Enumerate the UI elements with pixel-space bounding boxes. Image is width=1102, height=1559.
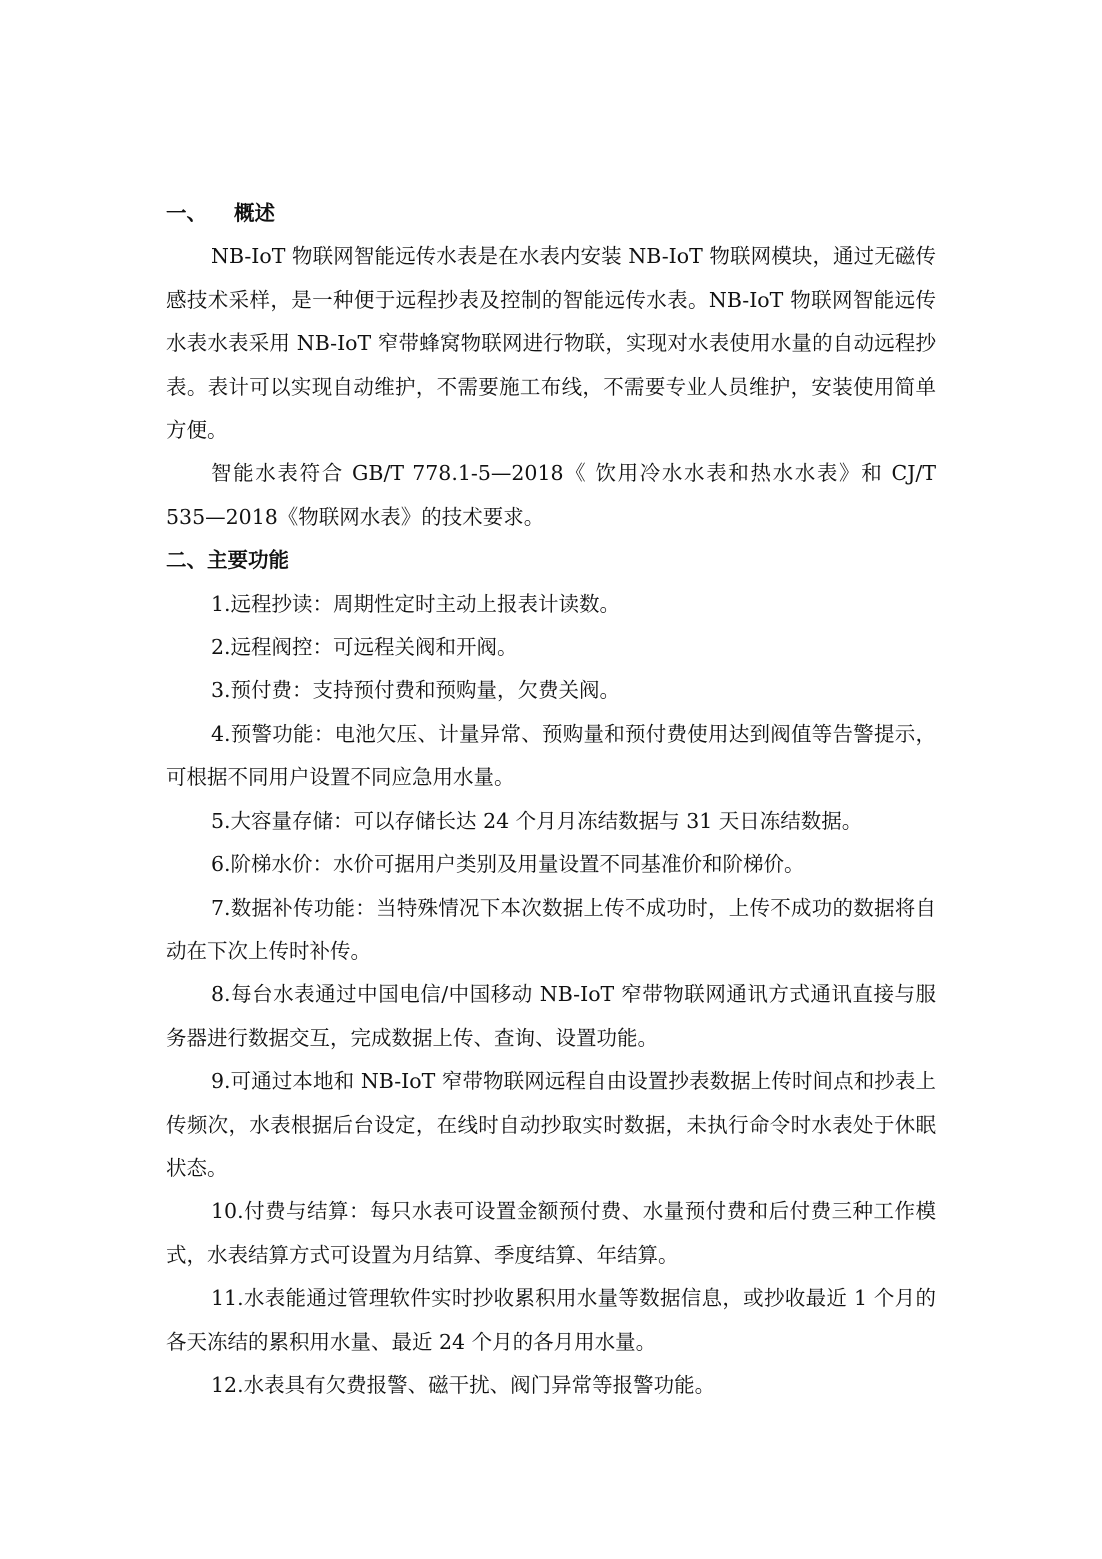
section-1-title: 概述: [234, 201, 275, 225]
feature-item-4: 4.预警功能：电池欠压、计量异常、预购量和预付费使用达到阀值等告警提示，可根据不同用户设置不同应急用水量。: [166, 721, 936, 790]
feature-item-1: 1.远程抄读：周期性定时主动上报表计读数。: [211, 591, 621, 616]
section-1-heading: [166, 192, 936, 235]
section-2-heading: 二、主要功能: [166, 548, 289, 573]
section-1-paragraph-2: 智能水表符合 GB/T 778.1-5—2018《 饮用冷水水表和热水水表》和 CJ/T 535—2018《物联网水表》的技术要求。: [166, 461, 936, 529]
feature-item-6: 6.阶梯水价：水价可据用户类别及用量设置不同基准价和阶梯价。: [211, 852, 805, 877]
feature-item-9: 9.可通过本地和 NB-IoT 窄带物联网远程自由设置抄表数据上传时间点和抄表上传频次，水表根据后台设定，在线时自动抄取实时数据，未执行命令时水表处于休眠状态。: [166, 1069, 936, 1180]
section-1-number: 一、: [166, 201, 207, 225]
feature-item-3: 3.预付费：支持预付费和预购量，欠费关阀。: [211, 678, 621, 703]
feature-item-12: 12.水表具有欠费报警、磁干扰、阀门异常等报警功能。: [211, 1372, 716, 1397]
document-body: [166, 192, 936, 1407]
feature-item-11: 11.水表能通过管理软件实时抄收累积用水量等数据信息，或抄收最近 1 个月的各天冻结的累积用水量、最近 24 个月的各月用水量。: [166, 1286, 936, 1354]
feature-item-2: 2.远程阀控：可远程关阀和开阀。: [211, 635, 518, 660]
feature-item-7: 7.数据补传功能：当特殊情况下本次数据上传不成功时，上传不成功的数据将自动在下次上传时补传。: [166, 895, 936, 963]
feature-item-8: 8.每台水表通过中国电信/中国移动 NB-IoT 窄带物联网通讯方式通讯直接与服务器进行数据交互，完成数据上传、查询、设置功能。: [166, 982, 936, 1050]
feature-item-5: 5.大容量存储：可以存储长达 24 个月月冻结数据与 31 天日冻结数据。: [211, 808, 863, 833]
feature-item-10: 10.付费与结算：每只水表可设置金额预付费、水量预付费和后付费三种工作模式，水表结算方式可设置为月结算、季度结算、年结算。: [166, 1199, 936, 1267]
section-1-paragraph-1: NB-IoT 物联网智能远传水表是在水表内安装 NB-IoT 物联网模块，通过无磁传感技术采样，是一种便于远程抄表及控制的智能远传水表。NB-IoT 物联网智能远传水表水表采用 NB-IoT 窄带蜂窝物联网进行物联，实现对水表使用水量的自动远程抄表。表计可以实现自动维护，不需要施工布线，不需要专业人员维护，安装使用简单方便。: [166, 244, 936, 443]
